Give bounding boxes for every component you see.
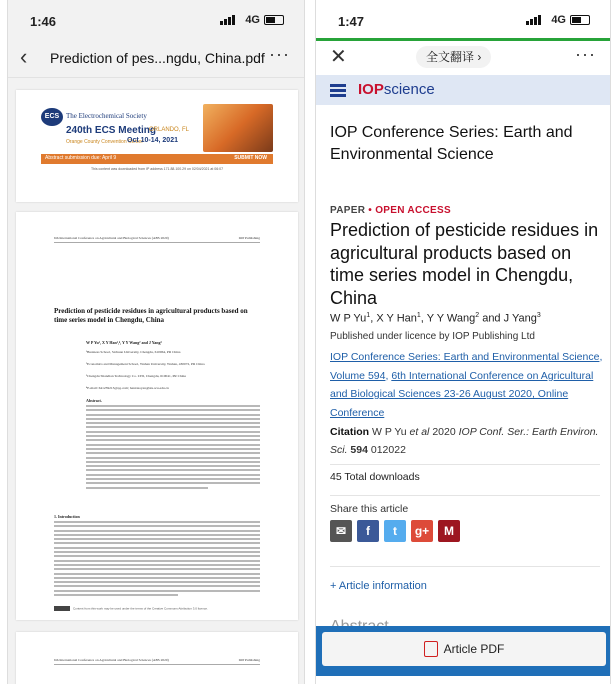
pdf-affiliation: ⁴E-mail: 641239213@qq.com; hanxiaoyan@stu.scu.edu.cn	[86, 386, 169, 390]
status-bar	[8, 0, 304, 38]
publication-links: IOP Conference Series: Earth and Environmental Science, Volume 594, 6th International Conference on Agricultural and Biological Sciences 23-26 August 2020, Online Conference	[330, 351, 603, 419]
paper-title: Prediction of pesticide residues in agricultural products based on time series model in Chengdu, China	[330, 220, 599, 308]
facebook-share-icon[interactable]: f	[357, 520, 379, 542]
googleplus-share-icon[interactable]: g+	[411, 520, 433, 542]
share-buttons	[330, 520, 460, 544]
series-link[interactable]: IOP Conference Series: Earth and Environmental Science	[330, 351, 600, 363]
society-name: The Electrochemical Society	[66, 112, 147, 120]
pdf-action-bar	[316, 626, 611, 676]
divider	[330, 495, 600, 496]
meeting-location: ORLANDO, FL	[149, 127, 190, 133]
document-title: Prediction of pes...ngdu, China.pdf	[50, 50, 265, 66]
signal-icon	[220, 15, 236, 25]
network-label: 4G	[245, 14, 260, 26]
ellipsis-icon[interactable]: ···	[269, 44, 290, 64]
banner-image	[203, 104, 273, 152]
open-access-label: OPEN ACCESS	[375, 205, 451, 216]
pdf-abstract-label: Abstract.	[86, 398, 102, 403]
meeting-title: 240th ECS Meeting	[66, 125, 157, 136]
iop-header	[316, 75, 611, 105]
right-phone-screen	[315, 0, 611, 684]
pdf-viewer-navbar	[8, 38, 304, 78]
status-time: 1:46	[30, 14, 57, 29]
pdf-affiliation: ¹Business School, Sichuan University, Chengdu, 610064, PR China	[86, 350, 181, 354]
ecs-meeting-banner[interactable]	[41, 104, 273, 174]
conference-header: 6th International Conference on Agricultural and Biological Sciences (ABS 2020) IOP Publishing	[54, 658, 260, 665]
status-bar	[316, 0, 610, 38]
pdf-page-1[interactable]	[16, 90, 298, 202]
pdf-authors: W P Yu¹, X Y Han¹,⁴, Y Y Wang² and J Yang³	[86, 340, 162, 345]
pdf-license: Content from this work may be used under the terms of the Creative Commons Attribution 3.0 licence.	[54, 606, 208, 611]
ellipsis-icon[interactable]: ···	[575, 44, 596, 64]
signal-icon	[526, 15, 542, 25]
chevron-left-icon[interactable]: ‹	[20, 44, 28, 69]
conference-header	[54, 236, 260, 243]
volume-link[interactable]: Volume 594	[330, 369, 386, 382]
cc-license-icon	[54, 606, 70, 611]
status-time: 1:47	[338, 14, 365, 29]
article-information-toggle[interactable]: + Article information	[330, 580, 427, 592]
download-count: 45 Total downloads	[330, 471, 420, 483]
pdf-intro-text	[54, 521, 260, 598]
divider	[330, 464, 600, 465]
pdf-intro-heading: 1. Introduction	[54, 514, 80, 519]
hamburger-menu-icon[interactable]	[330, 84, 346, 96]
left-phone-screen	[7, 0, 305, 684]
pdf-page-3[interactable]	[16, 632, 298, 684]
conference-header-left: 6th International Conference on Agricultural and Biological Sciences (ABS 2020)	[54, 236, 169, 240]
iopscience-logo[interactable]: IOPscience	[358, 81, 435, 98]
submit-now-link[interactable]: SUBMIT NOW	[234, 155, 267, 161]
pdf-icon	[424, 641, 438, 657]
paper-type-tag: PAPER • OPEN ACCESS	[330, 205, 451, 216]
ecs-logo: ECS	[41, 108, 63, 126]
conference-header-right: IOP Publishing	[238, 236, 260, 240]
network-label: 4G	[551, 14, 566, 26]
citation: Citation W P Yu et al 2020 IOP Conf. Ser.: Earth Environ. Sci. 594 012022	[330, 426, 599, 456]
download-note: This content was downloaded from IP address 171.88.100.29 on 02/04/2021 at 06:07	[90, 167, 224, 171]
pdf-page-2[interactable]	[16, 212, 298, 620]
publisher-license: Published under licence by IOP Publishing Ltd	[330, 331, 535, 342]
translate-button[interactable]: 全文翻译 ›	[416, 46, 491, 68]
battery-icon	[264, 15, 284, 25]
abstract-bar	[41, 154, 273, 164]
meeting-dates: Oct 10-14, 2021	[127, 137, 178, 144]
pdf-affiliation: ²Economics and Management School, Wuhan University, Wuhan, 430072, PR China	[86, 362, 205, 366]
twitter-share-icon[interactable]: t	[384, 520, 406, 542]
abstract-deadline: Abstract submission due: April 9	[45, 155, 117, 161]
pdf-affiliation: ³Chengdu Shandian Technology Co. LTD, Chengdu, 610041, PR China	[86, 374, 186, 378]
share-label: Share this article	[330, 503, 409, 515]
divider	[330, 566, 600, 567]
battery-icon	[570, 15, 590, 25]
author-list: W P Yu$^1$, X Y Han$^1$, Y Y Wang$^2$ and J Yang$^3$	[330, 312, 541, 325]
pdf-abstract-text	[86, 405, 260, 491]
close-icon[interactable]: ✕	[330, 46, 347, 68]
journal-title[interactable]: IOP Conference Series: Earth and Environmental Science	[330, 124, 573, 163]
webview-navbar	[316, 38, 610, 76]
load-progress-bar	[316, 38, 610, 41]
pdf-paper-title: Prediction of pesticide residues in agricultural products based on time series model in Chengdu, China	[54, 307, 248, 324]
email-share-icon[interactable]: ✉	[330, 520, 352, 542]
mendeley-share-icon[interactable]: M	[438, 520, 460, 542]
meeting-venue: Orange County Convention Center	[66, 139, 143, 145]
conference-link[interactable]: 6th International Conference on Agricultural and Biological Sciences 23-26 August 2020, Online Conference	[330, 369, 594, 419]
article-pdf-button[interactable]: Article PDF	[322, 632, 606, 666]
